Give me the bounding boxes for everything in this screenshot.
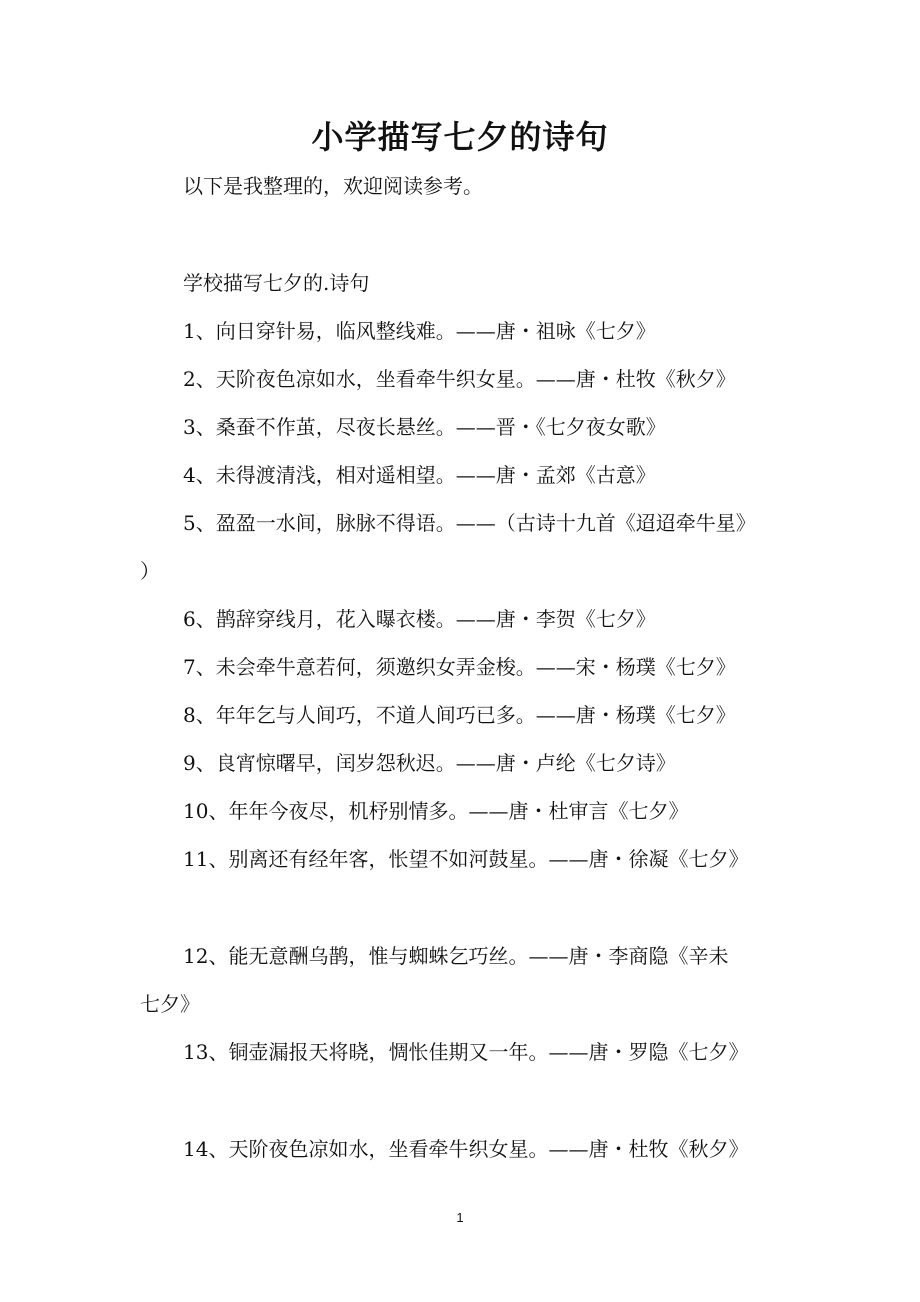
intro-text: 以下是我整理的，欢迎阅读参考。 xyxy=(183,174,483,198)
poem-line: 3、桑蚕不作茧，尽夜长悬丝。——晋・《七夕夜女歌》 xyxy=(183,415,666,439)
poem-line: 4、未得渡清浅，相对遥相望。——唐・孟郊《古意》 xyxy=(183,463,656,487)
poem-line: 11、别离还有经年客，怅望不如河鼓星。——唐・徐凝《七夕》 xyxy=(183,847,749,871)
section-heading: 学校描写七夕的.诗句 xyxy=(183,271,370,295)
poem-line-continuation: ） xyxy=(140,559,160,583)
poem-line: 14、天阶夜色凉如水，坐看牵牛织女星。——唐・杜牧《秋夕》 xyxy=(183,1137,749,1161)
poem-line: 7、未会牵牛意若何，须邀织女弄金梭。——宋・杨璞《七夕》 xyxy=(183,655,736,679)
poem-line: 10、年年今夜尽，机杼别情多。——唐・杜审言《七夕》 xyxy=(183,799,689,823)
poem-line: 5、盈盈一水间，脉脉不得语。——（古诗十九首《迢迢牵牛星》 xyxy=(183,511,756,535)
poem-line: 1、向日穿针易，临风整线难。——唐・祖咏《七夕》 xyxy=(183,319,656,343)
poem-line: 2、天阶夜色凉如水，坐看牵牛织女星。——唐・杜牧《秋夕》 xyxy=(183,367,736,391)
poem-line-continuation: 七夕》 xyxy=(140,992,200,1016)
poem-line: 8、年年乞与人间巧，不道人间巧已多。——唐・杨璞《七夕》 xyxy=(183,703,736,727)
page-number: 1 xyxy=(456,1210,464,1225)
poem-line: 12、能无意酬乌鹊，惟与蜘蛛乞巧丝。——唐・李商隐《辛未 xyxy=(183,944,729,968)
poem-line: 6、鹊辞穿线月，花入曝衣楼。——唐・李贺《七夕》 xyxy=(183,607,656,631)
poem-line: 13、铜壶漏报天将晓，惆怅佳期又一年。——唐・罗隐《七夕》 xyxy=(183,1040,749,1064)
document-title: 小学描写七夕的诗句 xyxy=(311,118,609,156)
poem-line: 9、良宵惊曙早，闰岁怨秋迟。——唐・卢纶《七夕诗》 xyxy=(183,751,676,775)
